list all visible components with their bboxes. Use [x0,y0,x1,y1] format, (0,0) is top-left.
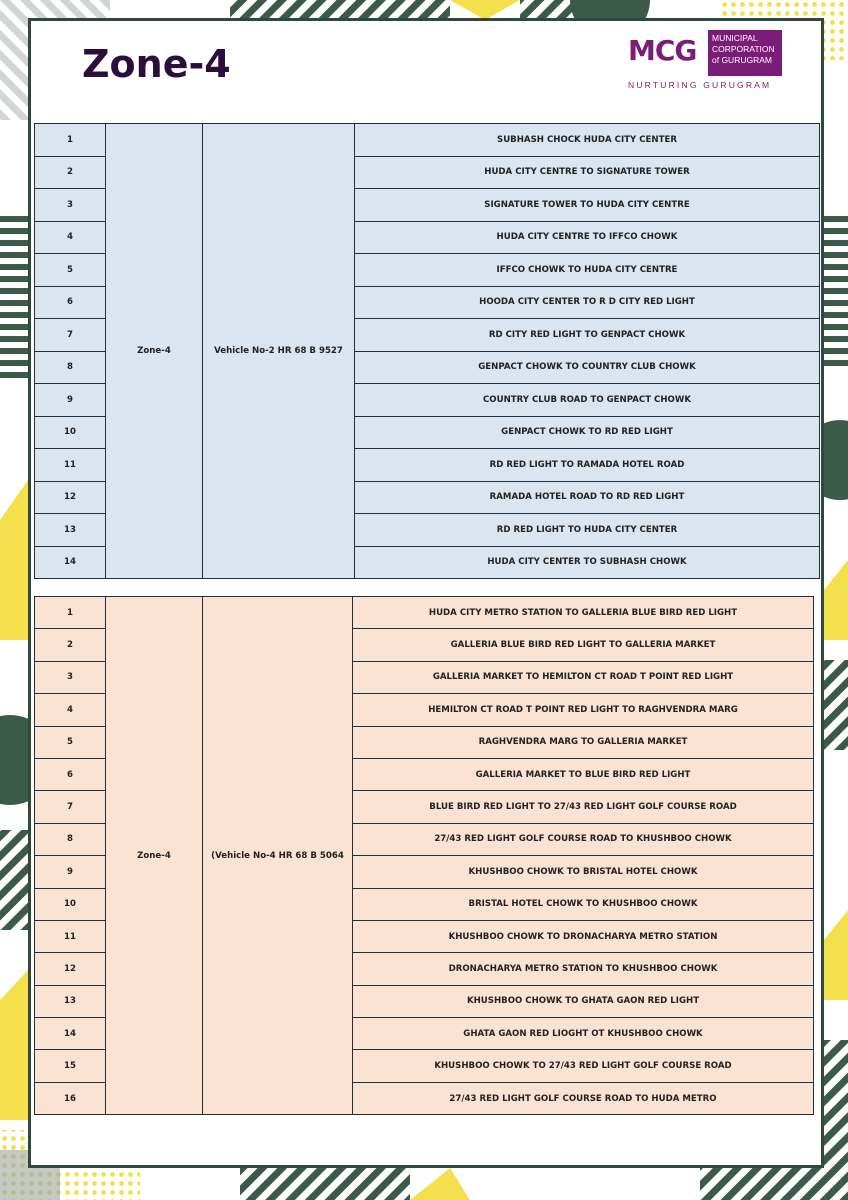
route-table-vehicle-4 [34,596,814,1115]
route-cell: GHATA GAON RED LIOGHT OT KHUSHBOO CHOWK [353,1018,814,1050]
route-cell: BLUE BIRD RED LIGHT TO 27/43 RED LIGHT GOLF COURSE ROAD [353,791,814,823]
table-divider [34,586,820,596]
row-number-cell: 5 [35,726,106,758]
row-number-cell: 10 [35,888,106,920]
row-number-cell: 7 [35,791,106,823]
row-number-cell: 3 [35,189,106,222]
row-number-cell: 10 [35,416,106,449]
logo-line-1: MUNICIPAL [712,33,758,43]
logo-mark: MCG [628,34,697,67]
route-cell: HEMILTON CT ROAD T POINT RED LIGHT TO RAGHVENDRA MARG [353,694,814,726]
route-cell: RAGHVENDRA MARG TO GALLERIA MARKET [353,726,814,758]
zone-cell: Zone-4 [106,124,203,579]
row-number-cell: 16 [35,1082,106,1114]
route-cell: HUDA CITY METRO STATION TO GALLERIA BLUE BIRD RED LIGHT [353,597,814,629]
mcg-logo [628,30,782,94]
route-cell: KHUSHBOO CHOWK TO GHATA GAON RED LIGHT [353,985,814,1017]
row-number-cell: 8 [35,823,106,855]
route-cell: RD CITY RED LIGHT TO GENPACT CHOWK [355,319,820,352]
row-number-cell: 13 [35,985,106,1017]
route-cell: GENPACT CHOWK TO COUNTRY CLUB CHOWK [355,351,820,384]
row-number-cell: 11 [35,920,106,952]
route-cell: IFFCO CHOWK TO HUDA CITY CENTRE [355,254,820,287]
table-row [35,124,820,157]
row-number-cell: 12 [35,481,106,514]
route-cell: GENPACT CHOWK TO RD RED LIGHT [355,416,820,449]
page-title: Zone-4 [82,42,231,86]
row-number-cell: 1 [35,597,106,629]
row-number-cell: 15 [35,1050,106,1082]
route-cell: SUBHASH CHOCK HUDA CITY CENTER [355,124,820,157]
route-cell: KHUSHBOO CHOWK TO 27/43 RED LIGHT GOLF COURSE ROAD [353,1050,814,1082]
row-number-cell: 12 [35,953,106,985]
row-number-cell: 4 [35,694,106,726]
route-cell: RD RED LIGHT TO RAMADA HOTEL ROAD [355,449,820,482]
route-cell: RAMADA HOTEL ROAD TO RD RED LIGHT [355,481,820,514]
route-cell: GALLERIA MARKET TO HEMILTON CT ROAD T POINT RED LIGHT [353,661,814,693]
table-row [35,597,814,629]
route-cell: SIGNATURE TOWER TO HUDA CITY CENTRE [355,189,820,222]
route-cell: RD RED LIGHT TO HUDA CITY CENTER [355,514,820,547]
row-number-cell: 9 [35,856,106,888]
row-number-cell: 8 [35,351,106,384]
route-cell: GALLERIA MARKET TO BLUE BIRD RED LIGHT [353,758,814,790]
vehicle-cell: (Vehicle No-4 HR 68 B 5064 [203,597,353,1115]
route-cell: HUDA CITY CENTRE TO IFFCO CHOWK [355,221,820,254]
logo-text-box [708,30,782,76]
route-cell: HUDA CITY CENTER TO SUBHASH CHOWK [355,546,820,579]
route-cell: GALLERIA BLUE BIRD RED LIGHT TO GALLERIA MARKET [353,629,814,661]
row-number-cell: 13 [35,514,106,547]
row-number-cell: 14 [35,546,106,579]
route-cell: COUNTRY CLUB ROAD TO GENPACT CHOWK [355,384,820,417]
route-cell: KHUSHBOO CHOWK TO BRISTAL HOTEL CHOWK [353,856,814,888]
route-cell: 27/43 RED LIGHT GOLF COURSE ROAD TO HUDA METRO [353,1082,814,1114]
row-number-cell: 9 [35,384,106,417]
vehicle-cell: Vehicle No-2 HR 68 B 9527 [203,124,355,579]
route-cell: KHUSHBOO CHOWK TO DRONACHARYA METRO STATION [353,920,814,952]
row-number-cell: 3 [35,661,106,693]
row-number-cell: 5 [35,254,106,287]
row-number-cell: 2 [35,156,106,189]
row-number-cell: 11 [35,449,106,482]
row-number-cell: 7 [35,319,106,352]
logo-line-3: of GURUGRAM [712,55,772,65]
logo-line-2: CORPORATION [712,44,775,54]
row-number-cell: 1 [35,124,106,157]
route-cell: HUDA CITY CENTRE TO SIGNATURE TOWER [355,156,820,189]
route-cell: BRISTAL HOTEL CHOWK TO KHUSHBOO CHOWK [353,888,814,920]
row-number-cell: 14 [35,1018,106,1050]
row-number-cell: 4 [35,221,106,254]
route-cell: HOODA CITY CENTER TO R D CITY RED LIGHT [355,286,820,319]
zone-cell: Zone-4 [106,597,203,1115]
row-number-cell: 6 [35,286,106,319]
route-table-vehicle-2 [34,123,820,579]
logo-tagline: NURTURING GURUGRAM [628,80,772,90]
route-cell: 27/43 RED LIGHT GOLF COURSE ROAD TO KHUSHBOO CHOWK [353,823,814,855]
row-number-cell: 2 [35,629,106,661]
route-cell: DRONACHARYA METRO STATION TO KHUSHBOO CHOWK [353,953,814,985]
row-number-cell: 6 [35,758,106,790]
